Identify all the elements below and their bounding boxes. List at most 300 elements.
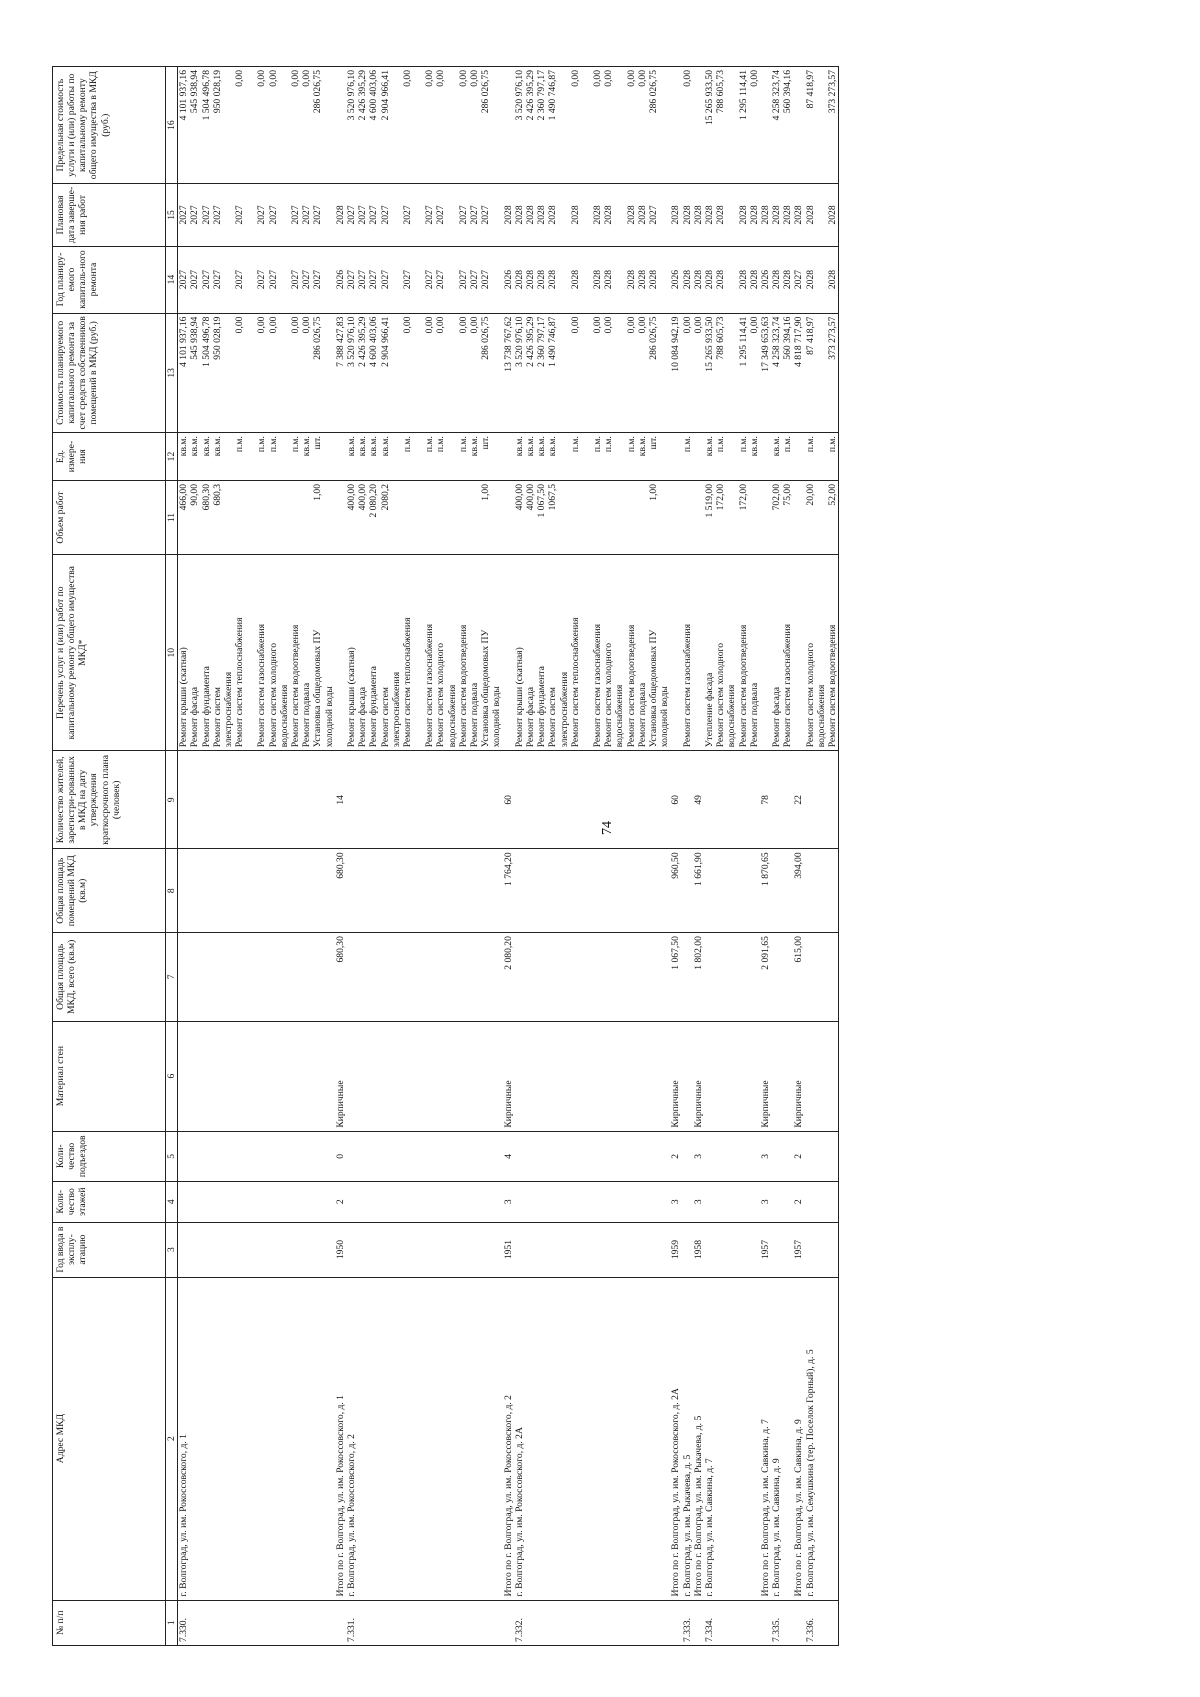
work-cost: 0,00 (692, 316, 704, 334)
row-number (760, 1600, 771, 1645)
column-number: 8 (166, 849, 178, 933)
repair-year: 2027 (290, 269, 301, 290)
completion-year: 2028 (782, 205, 794, 225)
work-item: холодной воды (491, 686, 503, 748)
cost-limit (726, 70, 737, 180)
work-unit-cell (760, 433, 771, 481)
work-cost (324, 317, 335, 430)
repair-year: 2028 (603, 269, 615, 290)
premises-area (771, 849, 793, 933)
repair-year: 2027 (200, 269, 212, 290)
completion-year: 2027 (301, 205, 313, 225)
work-unit: п.м. (435, 436, 447, 453)
work-cost (614, 317, 625, 430)
work-item: Ремонт фасада (524, 686, 536, 748)
work-unit: шт. (648, 436, 659, 450)
premises-area: 1 870,65 (760, 849, 771, 933)
work-item (581, 558, 592, 747)
entrances (704, 1131, 760, 1181)
work-item-cell (793, 555, 804, 751)
cost-limit: 0,00 (681, 70, 693, 87)
work-item-cell (771, 555, 793, 751)
work-unit (693, 436, 704, 477)
completion-year (447, 187, 458, 242)
cost-limit: 0,00 (592, 70, 604, 87)
work-unit: п.м. (737, 436, 749, 453)
completion-year-cell (771, 184, 793, 246)
work-item: водоснабжения (446, 684, 458, 748)
repair-year (491, 250, 502, 310)
cost-limit (793, 70, 804, 180)
work-item: Ремонт систем холодного (804, 642, 816, 748)
work-item-cell (693, 555, 704, 751)
work-volume (469, 484, 480, 551)
column-header: Год планиру-емого капиталь-ного ремонта (53, 246, 166, 313)
work-unit: кв.м. (178, 436, 190, 457)
completion-year-cell (682, 184, 693, 246)
premises-area: 1 764,20 (503, 849, 514, 933)
work-volume-cell (514, 480, 671, 554)
work-unit (447, 436, 458, 477)
work-volume (324, 484, 335, 551)
work-volume-cell (771, 480, 793, 554)
cost-limit: 0,00 (290, 70, 301, 87)
address: г. Волгоград, ул. им. Рокоссовского, д. 2А (514, 1277, 671, 1600)
cost-limit (693, 70, 704, 180)
work-volume (335, 484, 346, 551)
work-unit: п.м. (256, 436, 268, 453)
work-unit: кв.м. (379, 436, 391, 457)
work-cost: 0,00 (301, 316, 313, 334)
cost-limit (503, 70, 514, 180)
repair-year-cell (178, 246, 335, 313)
work-volume-cell (704, 480, 760, 554)
work-volume (682, 484, 693, 551)
work-unit: п.м. (401, 436, 413, 453)
row-number: 7.331. (346, 1600, 503, 1645)
work-volume (458, 484, 469, 551)
completion-year: 2028 (636, 205, 648, 225)
cost-limit: 0,00 (625, 70, 637, 87)
completion-year: 2027 (290, 205, 301, 225)
work-unit (793, 436, 804, 477)
column-header: Год ввода в эксплу-атацию (53, 1222, 166, 1277)
work-cost: 15 265 933,50 (703, 316, 715, 372)
completion-year-cell (670, 184, 681, 246)
work-unit: п.м. (625, 436, 637, 453)
work-item-cell (335, 555, 346, 751)
cost-limit: 0,00 (256, 70, 268, 87)
work-cost-cell (771, 313, 793, 433)
work-volume (435, 484, 446, 551)
floors: 2 (335, 1181, 346, 1222)
completion-year: 2028 (692, 205, 704, 225)
completion-year: 2028 (524, 205, 536, 225)
premises-area (805, 849, 839, 933)
repair-year: 2027 (234, 269, 246, 290)
work-item-cell (503, 555, 514, 751)
address: г. Волгоград, ул. им. Рыкачева, д. 5 (682, 1277, 693, 1600)
completion-year (245, 187, 256, 242)
work-volume (816, 484, 827, 551)
work-unit (816, 436, 827, 477)
table-row (346, 67, 503, 1646)
floors (346, 1181, 503, 1222)
work-cost (447, 317, 458, 430)
work-item: Ремонт фундамента (368, 666, 380, 748)
total-area: 2 091,65 (760, 933, 771, 1022)
work-item: Ремонт крыши (скатная) (178, 647, 190, 748)
floors (805, 1181, 839, 1222)
work-volume (245, 484, 256, 551)
completion-year: 2027 (457, 205, 469, 225)
work-unit (223, 436, 234, 477)
cost-limit: 545 938,94 (189, 70, 201, 114)
completion-year: 2028 (513, 205, 525, 225)
work-item-cell (704, 555, 760, 751)
work-volume (290, 484, 301, 551)
completion-year: 2027 (189, 205, 201, 225)
work-cost: 0,00 (625, 316, 637, 334)
work-unit: кв.м. (748, 436, 760, 457)
work-item: Ремонт фасада (357, 686, 369, 748)
total-row (503, 67, 514, 1646)
repair-year: 2027 (178, 269, 190, 290)
column-number: 6 (166, 1021, 178, 1131)
completion-year: 2027 (357, 205, 369, 225)
cost-limit (670, 70, 681, 180)
residents: 22 (793, 751, 804, 849)
work-cost: 286 026,75 (480, 316, 492, 360)
work-cost: 950 028,19 (211, 316, 223, 360)
premises-area (514, 849, 671, 933)
work-volume-cell (335, 480, 346, 554)
work-volume: 680,30 (200, 483, 212, 511)
premises-area (704, 849, 760, 933)
work-item-cell (682, 555, 693, 751)
wall-material (514, 1021, 671, 1131)
cost-limit-cell (335, 67, 346, 184)
residents (346, 751, 503, 849)
address: Итого по г. Волгоград, ул. им. Рокоссовского, д. 2А (670, 1277, 681, 1600)
work-cost: 560 394,16 (782, 316, 794, 360)
work-unit (581, 436, 592, 477)
wall-material (178, 1021, 335, 1131)
cost-limit: 286 026,75 (480, 70, 492, 114)
residents: 60 (670, 751, 681, 849)
work-volume (749, 484, 760, 551)
floors: 3 (670, 1181, 681, 1222)
cost-limit (559, 70, 570, 180)
wall-material: Кирпичные (503, 1021, 514, 1131)
year-built (805, 1222, 839, 1277)
work-volume: 75,00 (782, 483, 794, 506)
total-row (335, 67, 346, 1646)
cost-limit: 0,00 (457, 70, 469, 87)
work-cost: 1 504 496,78 (200, 316, 212, 367)
column-header: Ед. измере-ния (53, 433, 166, 481)
cost-limit: 0,00 (569, 70, 581, 87)
completion-year: 2027 (379, 205, 391, 225)
cost-limit: 0,00 (234, 70, 246, 87)
work-cost-cell (335, 313, 346, 433)
repair-year: 2028 (513, 269, 525, 290)
column-header: Перечень услуг и (или) работ по капитальному ремонту общего имущества МКД* (53, 555, 166, 751)
cost-limit-cell (771, 67, 793, 184)
work-cost: 13 738 767,62 (502, 316, 514, 372)
cost-limit-cell (805, 67, 839, 184)
cost-limit: 286 026,75 (648, 70, 659, 114)
repair-year: 2027 (469, 269, 480, 290)
work-volume: 172,00 (737, 483, 749, 511)
premises-area: 680,30 (335, 849, 346, 933)
work-volume (402, 484, 413, 551)
repair-year: 2027 (793, 269, 805, 290)
completion-year: 2028 (625, 205, 637, 225)
cost-limit: 0,00 (267, 70, 279, 87)
address: Итого по г. Волгоград, ул. им. Рокоссовского, д. 1 (335, 1277, 346, 1600)
work-unit: шт. (312, 436, 324, 450)
work-item (335, 558, 346, 747)
column-header: Материал стен (53, 1021, 166, 1131)
repair-year: 2027 (345, 269, 357, 290)
work-unit: кв.м. (189, 436, 201, 457)
cost-limit (391, 70, 402, 180)
repair-year: 2028 (748, 269, 760, 290)
work-unit-cell (346, 433, 503, 481)
row-number (503, 1600, 514, 1645)
work-cost: 0,00 (592, 316, 604, 334)
work-item-cell (514, 555, 671, 751)
repair-year: 2028 (625, 269, 637, 290)
year-built: 1951 (503, 1222, 514, 1277)
cost-limit-cell (670, 67, 681, 184)
work-cost (581, 317, 592, 430)
work-volume-cell (760, 480, 771, 554)
completion-year: 2027 (368, 205, 380, 225)
work-cost: 788 605,73 (715, 316, 727, 360)
work-unit: кв.м. (200, 436, 212, 457)
work-cost-cell (704, 313, 760, 433)
work-cost-cell (503, 313, 514, 433)
cost-limit: 2 360 797,17 (536, 70, 548, 121)
repair-year-cell (503, 246, 514, 313)
cost-limit-cell (760, 67, 771, 184)
work-volume: 90,00 (189, 483, 201, 506)
total-area: 1 802,00 (693, 933, 704, 1022)
work-item: Ремонт систем водоотведения (827, 624, 838, 748)
repair-year-cell (771, 246, 793, 313)
repair-year: 2028 (547, 269, 559, 290)
work-volume: 1,00 (480, 483, 492, 501)
column-header: Адрес МКД (53, 1277, 166, 1600)
cost-limit: 0,00 (401, 70, 413, 87)
column-number: 13 (166, 313, 178, 433)
work-item: Ремонт систем (211, 687, 223, 748)
work-cost: 10 084 942,19 (670, 316, 682, 372)
completion-year-cell (704, 184, 760, 246)
repair-year: 2027 (256, 269, 268, 290)
cost-limit: 15 265 933,50 (703, 70, 715, 126)
wall-material: Кирпичные (670, 1021, 681, 1131)
work-cost: 0,00 (234, 316, 246, 334)
column-number: 16 (166, 67, 178, 184)
residents (771, 751, 793, 849)
completion-year (413, 187, 424, 242)
residents: 14 (335, 751, 346, 849)
completion-year (726, 187, 737, 242)
work-item-cell (670, 555, 681, 751)
work-cost-cell (793, 313, 804, 433)
work-item (245, 558, 256, 747)
work-volume (603, 484, 614, 551)
work-unit: п.м. (782, 436, 794, 453)
work-unit: п.м. (234, 436, 246, 453)
table-row (704, 67, 760, 1646)
work-cost: 0,00 (681, 316, 693, 334)
cost-limit: 2 904 966,41 (379, 70, 391, 121)
work-volume (570, 484, 581, 551)
work-unit (503, 436, 514, 477)
row-number: 7.335. (771, 1600, 793, 1645)
repair-year: 2028 (536, 269, 548, 290)
cost-limit-cell (682, 67, 693, 184)
cost-limit: 560 394,16 (782, 70, 794, 114)
work-item: Ремонт фасада (771, 686, 783, 748)
year-built: 1950 (335, 1222, 346, 1277)
work-cost (491, 317, 502, 430)
column-header: Коли-чество подъездов (53, 1131, 166, 1181)
entrances: 2 (670, 1131, 681, 1181)
completion-year (279, 187, 290, 242)
work-item (413, 558, 424, 747)
repair-year-cell (805, 246, 839, 313)
column-number: 4 (166, 1181, 178, 1222)
wall-material: Кирпичные (335, 1021, 346, 1131)
residents (178, 751, 335, 849)
completion-year (223, 187, 234, 242)
work-cost: 3 520 976,10 (513, 316, 525, 367)
repair-year: 2028 (592, 269, 604, 290)
total-row (793, 67, 804, 1646)
capital-repair-table (52, 66, 839, 1646)
total-row (760, 67, 771, 1646)
wall-material: Кирпичные (793, 1021, 804, 1131)
repair-year (279, 250, 290, 310)
row-number: 7.332. (514, 1600, 671, 1645)
cost-limit: 2 426 395,29 (524, 70, 536, 121)
work-unit: кв.м. (357, 436, 369, 457)
work-volume (693, 484, 704, 551)
total-area (682, 933, 693, 1022)
work-unit (726, 436, 737, 477)
work-volume (626, 484, 637, 551)
address: Итого по г. Волгоград, ул. им. Савкина, д. 7 (760, 1277, 771, 1600)
wall-material (682, 1021, 693, 1131)
work-volume-cell (670, 480, 681, 554)
completion-year: 2028 (715, 205, 727, 225)
completion-year-cell (793, 184, 804, 246)
work-item: Утепление фасада (703, 672, 715, 748)
total-area (704, 933, 760, 1022)
repair-year: 2028 (715, 269, 727, 290)
work-item: Ремонт фасада (189, 686, 201, 748)
column-number: 14 (166, 246, 178, 313)
work-volume (614, 484, 625, 551)
year-built (771, 1222, 793, 1277)
column-number: 2 (166, 1277, 178, 1600)
premises-area (346, 849, 503, 933)
work-unit: п.м. (603, 436, 615, 453)
residents (514, 751, 671, 849)
cost-limit: 87 418,97 (804, 70, 816, 109)
cost-limit-cell (514, 67, 671, 184)
work-cost: 0,00 (424, 316, 436, 334)
repair-year: 2027 (435, 269, 447, 290)
floors: 3 (693, 1181, 704, 1222)
cost-limit-cell (704, 67, 760, 184)
work-unit-cell (693, 433, 704, 481)
cost-limit (760, 70, 771, 180)
work-item (793, 558, 804, 747)
work-item: Ремонт систем холодного (603, 642, 615, 748)
work-item: Ремонт систем газоснабжения (256, 623, 268, 748)
wall-material (805, 1021, 839, 1131)
repair-year: 2028 (524, 269, 536, 290)
floors (682, 1181, 693, 1222)
work-volume-cell (682, 480, 693, 554)
total-row (693, 67, 704, 1646)
completion-year: 2027 (312, 205, 324, 225)
repair-year: 2026 (334, 269, 346, 290)
work-item (760, 558, 771, 747)
work-unit-cell (771, 433, 793, 481)
completion-year: 2027 (648, 205, 659, 225)
cost-limit: 3 520 976,10 (513, 70, 525, 121)
work-volume: 400,00 (345, 483, 357, 511)
residents: 49 (693, 751, 704, 849)
repair-year: 2027 (401, 269, 413, 290)
work-cost: 3 520 976,10 (345, 316, 357, 367)
work-volume: 2 080,20 (368, 483, 380, 518)
work-cost: 1 490 746,87 (547, 316, 559, 367)
address: Итого по г. Волгоград, ул. им. Рокоссовского, д. 2 (503, 1277, 514, 1600)
work-cost (391, 317, 402, 430)
completion-year: 2027 (200, 205, 212, 225)
work-cost: 7 388 427,83 (334, 316, 346, 367)
premises-area: 394,00 (793, 849, 804, 933)
completion-year (391, 187, 402, 242)
work-volume-cell (693, 480, 704, 554)
repair-year-cell (760, 246, 771, 313)
work-unit (245, 436, 256, 477)
column-header: Предельная стоимость услуги и (или) работы по капитальному ремонту общего имущества в МКД (руб.) (53, 67, 166, 184)
completion-year: 2028 (547, 205, 559, 225)
work-item: Ремонт систем газоснабжения (681, 623, 693, 748)
work-cost: 0,00 (267, 316, 279, 334)
repair-year-cell (693, 246, 704, 313)
repair-year: 2027 (368, 269, 380, 290)
entrances (346, 1131, 503, 1181)
completion-year (581, 187, 592, 242)
work-cost: 286 026,75 (312, 316, 324, 360)
entrances: 0 (335, 1131, 346, 1181)
work-unit (760, 436, 771, 477)
work-item: Ремонт крыши (скатная) (345, 647, 357, 748)
entrances: 3 (693, 1131, 704, 1181)
entrances: 2 (793, 1131, 804, 1181)
completion-year: 2028 (703, 205, 715, 225)
